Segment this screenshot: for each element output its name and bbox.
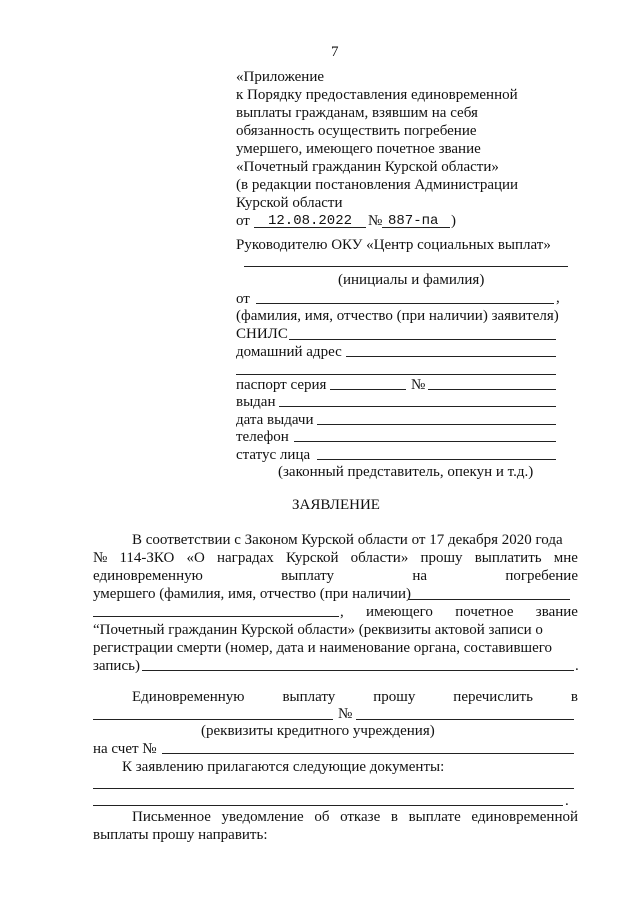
p1-line6: “Почетный гражданин Курской области» (реквизиты актовой записи о xyxy=(93,622,543,638)
word: выплату xyxy=(282,689,336,705)
deceased-fio-field-2[interactable] xyxy=(93,616,339,617)
word: выплатить xyxy=(474,550,542,566)
p1-line5 xyxy=(340,603,578,621)
from-field[interactable] xyxy=(256,303,554,304)
snils-field[interactable] xyxy=(289,339,556,340)
docs-field-2[interactable] xyxy=(93,805,563,806)
passport-label: паспорт серия xyxy=(236,377,327,393)
issue-date-label: дата выдачи xyxy=(236,412,314,428)
docs-field-1[interactable] xyxy=(93,788,574,789)
bank-caption: (реквизиты кредитного учреждения) xyxy=(201,723,435,739)
p1-line3 xyxy=(93,567,578,585)
word: Письменное xyxy=(132,809,211,825)
resolution-number: 887-па xyxy=(388,213,439,229)
p1-line4: умершего (фамилия, имя, отчество (при наличии) xyxy=(93,586,412,602)
appendix-line: выплаты гражданам, взявшим на себя xyxy=(236,105,478,121)
status-field[interactable] xyxy=(317,459,556,460)
p1-line2 xyxy=(93,549,578,567)
appendix-line: Курской области xyxy=(236,195,343,211)
appendix-line: (в редакции постановления Администрации xyxy=(236,177,519,193)
issued-field[interactable] xyxy=(279,406,556,407)
appendix-line: «Почетный гражданин Курской области» xyxy=(236,159,499,175)
word: выплате xyxy=(408,809,461,825)
address-field[interactable] xyxy=(346,356,556,357)
word: единовременную xyxy=(93,568,203,584)
word: «О xyxy=(186,550,205,566)
addressee: Руководителю ОКУ «Центр социальных выплат» xyxy=(236,237,551,253)
word: перечислить xyxy=(453,689,533,705)
page-number: 7 xyxy=(331,44,339,60)
word: области» xyxy=(350,550,409,566)
address-label: домашний адрес xyxy=(236,344,342,360)
account-field[interactable] xyxy=(162,753,574,754)
word: в xyxy=(390,809,398,825)
appendix-line: обязанность осуществить погребение xyxy=(236,123,477,139)
initials-field[interactable] xyxy=(244,266,568,267)
p1-line7: регистрации смерти (номер, дата и наименование органа, составившего xyxy=(93,640,553,656)
p2-line1 xyxy=(132,688,578,706)
word: звание xyxy=(535,604,578,620)
appendix-line: «Приложение xyxy=(236,69,325,85)
resolution-date: 12.08.2022 xyxy=(268,213,353,229)
close-paren: ) xyxy=(451,213,456,229)
word: почетное xyxy=(455,604,514,620)
word: единовременной xyxy=(471,809,578,825)
p3-line2: выплаты прошу направить: xyxy=(93,827,268,843)
initials-caption: (инициалы и фамилия) xyxy=(338,272,485,288)
snils-label: СНИЛС xyxy=(236,326,288,342)
word: прошу xyxy=(373,689,416,705)
from-comma: , xyxy=(556,290,560,306)
p1-line8-end: . xyxy=(575,658,579,674)
fio-caption: (фамилия, имя, отчество (при наличии) заявителя) xyxy=(236,308,559,324)
number-underline xyxy=(382,227,450,228)
word: , xyxy=(340,604,344,620)
word: на xyxy=(412,568,427,584)
issued-label: выдан xyxy=(236,394,276,410)
word: имеющего xyxy=(366,604,433,620)
statement-title: ЗАЯВЛЕНИЕ xyxy=(292,497,380,513)
word: Единовременную xyxy=(132,689,245,705)
word: мне xyxy=(553,550,578,566)
appendix-ot-label: от xyxy=(236,213,250,229)
bank-number-field[interactable] xyxy=(356,719,574,720)
word: наградах xyxy=(217,550,274,566)
word: прошу xyxy=(420,550,463,566)
appendix-line: умершего, имеющего почетное звание xyxy=(236,141,481,157)
word: отказе xyxy=(340,809,381,825)
status-label: статус лица xyxy=(236,447,311,463)
word: № xyxy=(93,550,108,566)
docs-end: . xyxy=(565,793,569,809)
issue-date-field[interactable] xyxy=(317,424,556,425)
address-field-2[interactable] xyxy=(236,374,556,375)
word: об xyxy=(314,809,330,825)
status-caption: (законный представитель, опекун и т.д.) xyxy=(278,464,534,480)
word: Курской xyxy=(285,550,339,566)
date-underline xyxy=(254,227,366,228)
p1-line1: В соответствии с Законом Курской области от 17 декабря 2020 года xyxy=(132,532,563,548)
passport-number-field[interactable] xyxy=(428,389,556,390)
docs-label: К заявлению прилагаются следующие документы: xyxy=(122,759,445,775)
number-sign: № xyxy=(368,213,383,229)
bank-number-sign: № xyxy=(338,706,353,722)
word: выплату xyxy=(281,568,334,584)
bank-field[interactable] xyxy=(93,719,333,720)
from-label: от xyxy=(236,291,250,307)
word: погребение xyxy=(505,568,578,584)
phone-field[interactable] xyxy=(294,441,556,442)
death-record-field[interactable] xyxy=(142,670,574,671)
p1-line8: запись) xyxy=(93,658,140,674)
phone-label: телефон xyxy=(236,429,289,445)
word: уведомление xyxy=(221,809,304,825)
word: 114-ЗКО xyxy=(119,550,175,566)
word: в xyxy=(570,689,578,705)
account-label: на счет № xyxy=(93,741,157,757)
appendix-line: к Порядку предоставления единовременной xyxy=(236,87,518,103)
passport-series-field[interactable] xyxy=(330,389,406,390)
deceased-fio-field[interactable] xyxy=(408,599,570,600)
passport-number-sign: № xyxy=(411,377,426,393)
p3-line1 xyxy=(132,808,578,826)
